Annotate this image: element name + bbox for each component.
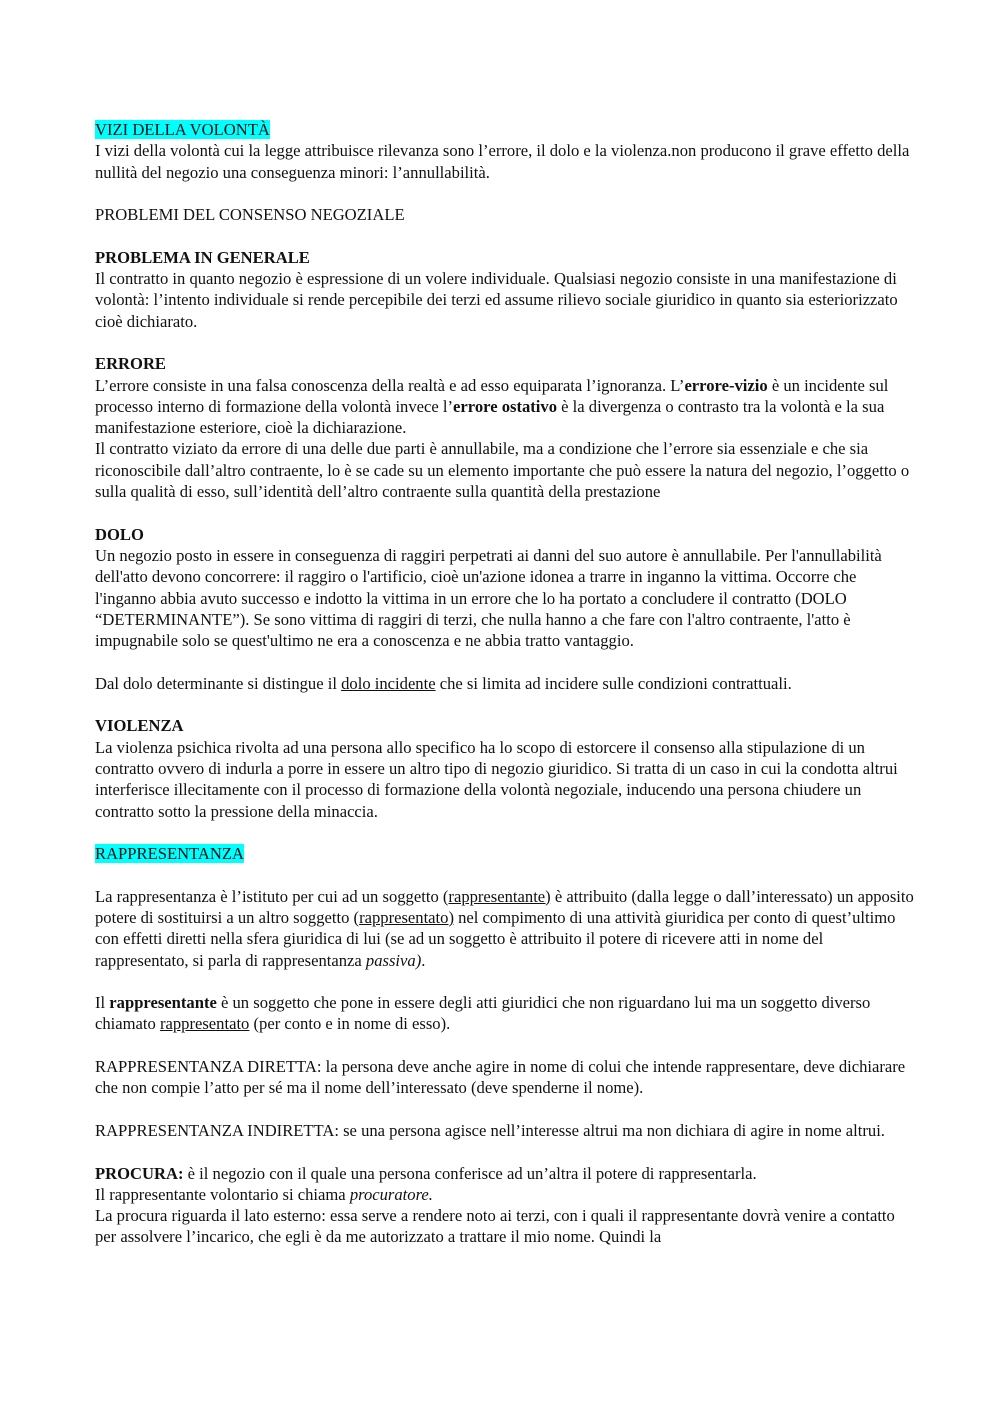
term-rappresentante: rappresentante) xyxy=(448,886,551,906)
term-rappresentato-underlined: rappresentato xyxy=(159,1014,250,1034)
heading-dolo: DOLO xyxy=(95,524,144,544)
paragraph-procuratore: Il rappresentante volontario si chiama procuratore. xyxy=(95,1184,433,1204)
paragraph-procura-lato-esterno: La procura riguarda il lato esterno: essa serve a rendere noto ai terzi, con i quali il rappresentante dovrà venire a contatto per assolvere l’incarico, che egli è da me autorizzato a trattare il mio nome. Quindi la xyxy=(95,1206,895,1247)
paragraph-rappresentanza-2: Il rappresentante è un soggetto che pone in essere degli atti giuridici che non riguardano lui ma un soggetto diverso chiamato rappresentato (per conto e in nome di esso). xyxy=(95,993,871,1034)
term-passiva: passiva) xyxy=(365,950,422,970)
paragraph-rappresentanza-indiretta: RAPPRESENTANZA INDIRETTA: se una persona agisce nell’interesse altrui ma non dichiara di agire in nome altrui. xyxy=(95,1120,885,1140)
paragraph-dolo: Un negozio posto in essere in conseguenza di raggiri perpetrati ai danni del suo autore è annullabile. Per l'annullabilità dell'atto devono concorrere: il raggiro o l'artificio, cioè un'azione idonea a trarre in inganno la vittima. Occorre che l'inganno abbia avuto successo e indotto la vittima in un errore che lo ha portato a concludere il contratto (DOLO “DETERMINANTE”). Se sono vittima di raggiri di terzi, che nulla hanno a che fare con l'altro contraente, l'atto è impugnabile solo se quest'ultimo ne era a conoscenza e ne abbia tratto vantaggio. xyxy=(95,545,882,651)
paragraph-errore-2: Il contratto viziato da errore di una delle due parti è annullabile, ma a condizione che l’errore sia essenziale e che sia riconoscibile dall’altro contraente, lo è se cade su un elemento importante che può essere la natura del negozio, l’oggetto o sulla qualità di esso, sull’identità dell’altro contraente sulla quantità della prestazione xyxy=(95,439,910,502)
heading-violenza: VIOLENZA xyxy=(95,716,184,736)
term-dolo-incidente: dolo incidente xyxy=(341,673,436,693)
term-rappresentante-bold: rappresentante xyxy=(109,993,217,1013)
term-errore-ostativo: errore ostativo xyxy=(453,396,558,416)
document-page xyxy=(95,119,915,1248)
paragraph-dolo-incidente: Dal dolo determinante si distingue il dolo incidente che si limita ad incidere sulle condizioni contrattuali. xyxy=(95,673,792,693)
paragraph-problema: Il contratto in quanto negozio è espressione di un volere individuale. Qualsiasi negozio consiste in una manifestazione di volontà: l’intento individuale si rende percepibile dei terzi ed assume rilievo sociale giuridico in quanto sia esteriorizzato cioè dichiarato. xyxy=(95,269,898,331)
term-procuratore: procuratore. xyxy=(349,1184,433,1204)
heading-rappresentanza: RAPPRESENTANZA xyxy=(95,844,244,864)
heading-problema-generale: PROBLEMA IN GENERALE xyxy=(95,247,310,267)
term-rappresentato: rappresentato) xyxy=(359,907,454,927)
title-problemi-consenso: PROBLEMI DEL CONSENSO NEGOZIALE xyxy=(95,205,405,225)
paragraph-rappresentanza-diretta: RAPPRESENTANZA DIRETTA: la persona deve anche agire in nome di colui che intende rappresentare, deve dichiarare che non compie l’atto per sé ma il nome dell’interessato (deve spenderne il nome). xyxy=(95,1057,906,1098)
term-procura: PROCURA: xyxy=(95,1163,184,1183)
term-errore-vizio: errore-vizio xyxy=(684,375,768,395)
paragraph-violenza: La violenza psichica rivolta ad una persona allo specifico ha lo scopo di estorcere il consenso alla stipulazione di un contratto ovvero di indurla a porre in essere un altro tipo di negozio giuridico. Si tratta di un caso in cui la condotta altrui interferisce illecitamente con il processo di formazione della volontà negoziale, inducendo una persona chiudere un contratto sotto la pressione della minaccia. xyxy=(95,737,898,821)
paragraph-vizi: I vizi della volontà cui la legge attribuisce rilevanza sono l’errore, il dolo e la violenza.non producono il grave effetto della nullità del negozio una conseguenza minori: l’annullabilità. xyxy=(95,141,910,182)
heading-vizi-della-volonta: VIZI DELLA VOLONTÀ xyxy=(95,120,270,139)
paragraph-errore-1: L’errore consiste in una falsa conoscenza della realtà e ad esso equiparata l’ignoranza. L’errore-vizio è un incidente sul processo interno di formazione della volontà invece l’errore ostativo è la divergenza o contrasto tra la volontà e la sua manifestazione esteriore, cioè la dichiarazione. xyxy=(95,375,889,438)
paragraph-rappresentanza-1: La rappresentanza è l’istituto per cui ad un soggetto (rappresentante) è attribuito (dalla legge o dall’interessato) un apposito potere di sostituirsi a un altro soggetto (rappresentato) nel compimento di una attività giuridica per conto di quest’ultimo con effetti diretti nella sfera giuridica di lui (se ad un soggetto è attribuito il potere di ricevere atti in nome del rappresentato, si parla di rappresentanza passiva). xyxy=(95,886,914,970)
paragraph-procura: PROCURA: è il negozio con il quale una persona conferisce ad un’altra il potere di rappresentarla. xyxy=(95,1163,757,1183)
heading-errore: ERRORE xyxy=(95,354,166,374)
